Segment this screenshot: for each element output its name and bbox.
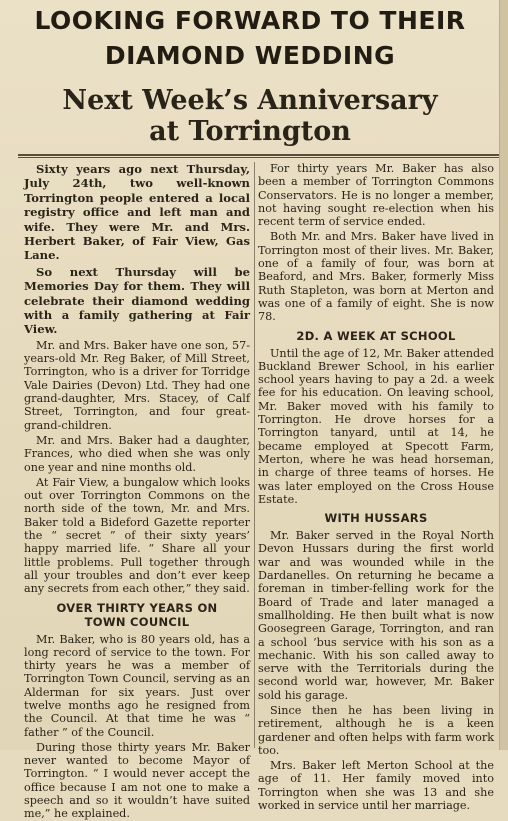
article-paragraph: Mrs. Baker left Merton School at the age of 11. Her family moved into Torrington when she was 13 and she worked in service until her marriage. [258,759,494,813]
page-edge [499,0,508,750]
section-heading [24,601,250,629]
article-paragraph: Until the age of 12, Mr. Baker attended Buckland Brewer School, in his earlier school years having to pay a 2d. a week fee for his education. On leaving school, Mr. Baker moved with his family to Torrington. He drove horses for a Torrington tanyard, until at 14, he became employed at Specott Farm, Merton, where he was head horseman, in charge of three teams of horses. He was later employed on the Cross House Estate. [258,346,494,506]
section-heading-line-2: TOWN COUNCIL [84,614,190,629]
section-heading-line-1: OVER THIRTY YEARS ON [56,600,218,615]
article-paragraph: At Fair View, a bungalow which looks out over Torrington Commons on the north side of the town, Mr. and Mrs. Baker told a Bideford Gazette reporter the “ secret ” of their sixty years’ happy married life. “ Share all your little problems. Pull together through all your troubles and don’t ever keep any secrets from each other,” they said. [24,475,250,596]
article-paragraph: During those thirty years Mr. Baker never wanted to become Mayor of Torrington. “ I would never accept the office because I am not one to make a speech and so it wouldn’t have suited me,” he explained. [24,740,250,821]
headline-line-2: DIAMOND WEDDING [104,41,396,70]
header-rule-thin [18,157,500,158]
section-heading: 2D. A WEEK AT SCHOOL [296,328,456,343]
article-paragraph: Mr. and Mrs. Baker had a daughter, Frances, who died when she was only one year and nine months old. [24,433,250,474]
article-paragraph: Mr. and Mrs. Baker have one son, 57-years-old Mr. Reg Baker, of Mill Street, Torrington, who is a driver for Torridge Vale Dairies (Devon) Ltd. They had one grand-daughter, Mrs. Stacey, of Calf Street, Torrington, and four great-grand-children. [24,338,250,432]
headline-line-1: LOOKING FORWARD TO THEIR [34,6,466,35]
section-heading: WITH HUSSARS [324,511,428,526]
intro-block [24,162,250,337]
left-column [24,162,250,821]
subheadline-line-2: at Torrington [149,116,351,147]
column-divider [254,162,255,748]
intro-paragraph: So next Thursday will be Memories Day for them. They will celebrate their diamond wedding with a family gathering at Fair View. [24,264,250,337]
intro-paragraph: Sixty years ago next Thursday, July 24th, two well-known Torrington people entered a local registry office and left man and wife. They were Mr. and Mrs. Herbert Baker, of Fair View, Gas Lane. [24,162,250,263]
article-paragraph: For thirty years Mr. Baker has also been a member of Torrington Commons Conservators. He is no longer a member, not having sought re-election when his recent term of service ended. [258,162,494,229]
right-column [258,162,494,813]
article-paragraph: Both Mr. and Mrs. Baker have lived in Torrington most of their lives. Mr. Baker, one of a family of four, was born at Beaford, and Mrs. Baker, formerly Miss Ruth Stapleton, was born at Merton and was one of a family of eight. She is now 78. [258,230,494,324]
article-paragraph: Since then he has been living in retirement, although he is a keen gardener and often helps with farm work too. [258,703,494,757]
subheadline-line-1: Next Week’s Anniversary [62,85,438,116]
header-rule [18,154,500,156]
article-paragraph: Mr. Baker, who is 80 years old, has a long record of service to the town. For thirty years he was a member of Torrington Town Council, serving as an Alderman for six years. Just over twelve months ago he resigned from the Council. At that time he was “ father ” of the Council. [24,632,250,739]
article-paragraph: Mr. Baker served in the Royal North Devon Hussars during the first world war and was wounded while in the Dardanelles. On returning he became a foreman in timber-felling work for the Board of Trade and later managed a smallholding. He then built what is now Goosegreen Garage, Torrington, and ran a school ’bus service with his son as a mechanic. With his son called away to serve with the Territorials during the second world war, however, Mr. Baker sold his garage. [258,529,494,702]
